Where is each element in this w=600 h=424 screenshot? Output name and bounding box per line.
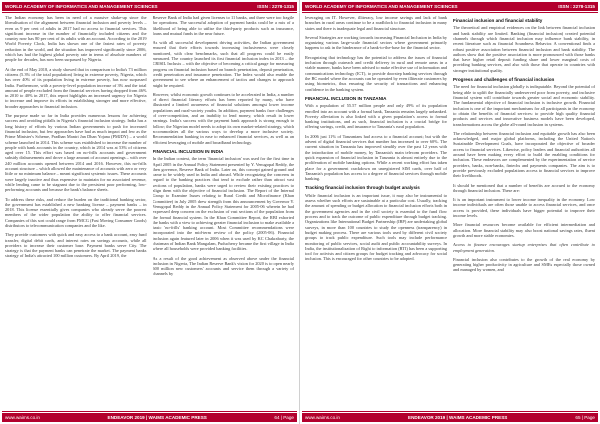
section-heading: FINANCIAL INCLUSION IN INDIA <box>152 148 224 154</box>
paragraph: To address these risks, and reduce the burden on the traditional banking sector, the government has established a new banking license – payment banks – in 2018. This license essentially gives companies who already serve the poorest members of the wider population the ability to offer financial services. Companies of this sort could range from FMCG (Fast Moving Consumer Goods) distributors to telecommunication companies and the like. <box>5 196 147 228</box>
paragraph: The purpose made so far in India provides numerous lessons for achieving success and avoiding pitfalls in Nigeria's financial inclusion strategy. India has a long history of efforts by various Indian governments to push for increased financial inclusion, but few approaches have had as much impact and few as the Prime Minister's Scheme, Pradhan Mantri Jan Dhan Yojana (PMJDY) – a world scheme launched in 2014. This scheme was established to increase the number of people with bank accounts in the country, which in 2014 was at 53% of citizens aged over 15. This effort was based on no-frills accounts and government subsidy disbursements and drove a large amount of account openings – with over 240 million accounts opened between 2014 and 2016. However, this no-frills account structure – which allowed the maintenance of accounts with zero or very little or no minimum balance – meant significant systemic issues. These accounts were largely inactive and thus expensive to maintain for no associated revenue, while lending came to be stagnant due to the persistent poor performing, low-performing accounts and because the bank's balance sheets. <box>5 113 147 193</box>
page-right <box>300 0 600 424</box>
header-rule <box>302 12 598 13</box>
paragraph: Financial inclusion also contributes to the growth of the real economy by generating higher productivity in agriculture and SMEs especially those owned and managed by women, and <box>453 256 595 273</box>
page-header <box>302 2 598 11</box>
section-heading: Tracking financial inclusion through budget analysis <box>305 185 420 191</box>
column-1 <box>305 15 447 409</box>
paragraph: leveraging on IT. However, illiteracy, low income savings and lack of bank branches in rural areas continue to be a roadblock to financial inclusion in many states and there is inadequate legal and financial structure. <box>305 15 447 31</box>
paragraph: Access to finance encourages startup enterprises that often contribute to employment generation. <box>453 242 595 253</box>
section-heading: Progress and challenges of financial inclusion <box>453 77 555 83</box>
column-1 <box>5 15 147 409</box>
paragraph: Recognizing that technology has the potential to address the issues of financial inclusion through outreach and credit delivery in rural and remote areas in a viable manner, banks have been advised to make effective use of information and communications technology (ICT), to provide doorstep banking services through the BC model where the accounts can be operated by even illiterate customers by using biometrics, thus ensuring the security of transactions and enhancing confidence in the banking system. <box>305 54 447 92</box>
section-heading: FINANCIAL INCLUSION IN TANZANIA <box>305 95 387 101</box>
paragraph: They provide customers with quick and easy access to a bank account, easy fund transfer, digital debit cards, and interest rates on savings accounts, while all providers to increase their customer base. Payment banks serve City. The strategy is that the payment banks can penetrate the market. The payment banks strategy of India's attracted 100 million customers. By April 2019, the <box>5 232 147 259</box>
footer-url[interactable]: www.waims.co.in <box>305 415 340 420</box>
column-2 <box>453 15 595 409</box>
footer-rule <box>2 411 297 412</box>
column-2 <box>153 15 295 409</box>
footer-issue: ENDEAVOR 2019 | WAIMS ACADEMIC PRESS <box>107 415 207 420</box>
paragraph: The theoretical and empirical evidences on the link between financial inclusion and bank stability are limited. Banking (financial inclusion) created potential channels through which financial inclusion may influence bank stability, in recent literature such as financial Soundness Behavior. A conventional finds a robust positive association between financial inclusion and bank stability. The authors show that the positive association is more pronounced with those banks that have higher retail deposit funding share and lower marginal costs of providing banking services, and also with those that operate in countries with stronger institutional quality. <box>453 25 595 73</box>
footer-issue: ENDEAVOR 2019 | WAIMS ACADEMIC PRESS <box>408 415 508 420</box>
journal-title: WORLD ACADEMY OF INFORMATICS AND MANAGEMENT SCIENCES <box>5 4 158 9</box>
paragraph: At the end of May 2018, a study showed that in comparison to India's 73 million citizens (5.3% of the total population) living in extreme poverty, Nigeria, which has over 40% of its population living in extreme poverty, has now surpassed India. Furthermore, with a poverty-level population increase of 3% and the total amount of people excluded from the financial services having dropped from 46% in 2010 to 40% in 2017, this report highlights an increased urgency for Nigeria to increase and improve its efforts in establishing stronger and more effective, broader approaches to financial inclusion. <box>5 66 147 109</box>
paragraph: It should be mentioned that a number of benefits are accrued to the economy through financial inclusion. These are: <box>453 182 595 193</box>
page-body <box>5 15 294 409</box>
paragraph: More financial resources become available for efficient intermediation and allocation. More financial stability may also boost national savings rates, fluent growth and more stable economies. <box>453 222 595 238</box>
paragraph: Several Strategies are working towards increasing Financial Inclusion in India by organizing various large-scale financial sectors where government primarily happens to ask in the hinderance of a bank-to-the-base for the financial sector. <box>305 34 447 51</box>
paragraph: The need for financial inclusion globally is indisputable. Beyond the potential of being able to uplift the financially underserved poor from poverty, and inclusive financial system will contribute towards greater social and economic stability. The fundamental objective of financial inclusion is inclusive growth. Financial inclusion is one of the important mechanisms for all participants in the economy to obtain the benefits of financial services: to provide high quality financial products and services and innovative business models have been developed, transformations across the globe all-round inclusion in systems. <box>453 84 595 127</box>
issn: ISSN : 2278-1315 <box>558 4 595 9</box>
footer-rule <box>302 411 598 412</box>
header-rule <box>2 12 297 13</box>
page-footer <box>302 413 598 422</box>
paragraph: In 2006 just 11% of Tanzanians had access to a financial account; but with the advent of digital financial services that number has increased to over 60%. The current situation in Tanzania has improved steadily over the past 12 years with the introduction of mobile money, by Tanzania's main telecom providers. The quick expansion of financial inclusion in Tanzania is almost entirely due to the proliferation of mobile banking options. While a recent working effort has taken place for a government crackdown on unregistered SIM cards, over half of Tanzania's population has access to a degree of financial services through mobile banking. <box>305 133 447 182</box>
paragraph: The relationship between financial inclusion and equitable growth has also been acknowledged, and major global platforms, including the United Nation's Sustainable Development Goals, have incorporated the objective of broader access to financial services. Likewise, policy leaders and financial authorities all around have been making every effort to build the enabling conditions for inclusion. These endeavors are complemented by the experimentation of service providers, banks, non-banks, fintechs and payments companies. The aim is to provide previously excluded populations access to financial services to improve their livelihoods. <box>453 130 595 179</box>
page-number: 64 | Page <box>274 415 294 420</box>
paragraph: Reserve Bank of India had given licenses to 11 banks, and three were too fragile for operations. The successful adoption of payment banks could be a mix of a likelihood of being able to utilise the third-party products such as insurance, loans and mutual funds in the near future. <box>152 15 294 36</box>
paragraph: It is an important instrument to lower income inequality in the economy. Low income individuals are often those unable to access financial services, and once access is provided, these individuals have bigger potential to improve their income levels. <box>453 197 595 219</box>
issn: ISSN : 2278-1315 <box>257 4 294 9</box>
page-header <box>2 2 297 11</box>
footer-url[interactable]: www.waims.co.in <box>5 415 40 420</box>
paragraph: In the Indian context, the term 'financial inclusion' was used for the first time in April 2005 in the Annual Policy Statement presented by Y. Venugopal Reddy, the then governor, Reserve Bank of India. Later on, this concept gained ground and came to be widely used in India and abroad. While recognizing the concerns in regard to the banking practices that tend to exclude rather than attract vast sections of population, banks were urged to review their existing practices to align them with the objective of financial inclusion. The Report of the Internal Group to Examine Issues relating to Rural Credit and Microfinance (Khan Committee) in July 2005 drew strength from this announcement by Governor Y. Venugopal Reddy in the Annual Policy Statement for 2005-06 wherein he had expressed deep concern on the exclusion of vast sections of the population from the formal financial system. In the Khan Committee Report, the RBI exhorted the banks with a view to achieving greater financial inclusion to make available a basic 'no-frills' banking account. Most Committee recommendations were incorporated into the mid-term review of the policy (2005-06). Financial inclusion again featured later in 2006 when it was used by KC Chakrabarty, the chairman of Indian Bank Mangalam, Puducherry became the first village in India where all households were provided banking facilities. <box>152 156 294 252</box>
paragraph: With a population of 55.57 million people and only 49% of its population enrolled into an account with a formal bank, Tanzania remains largely unbanked. Poverty alleviation is also linked with a given population's access to formal banking institutions, and as such, financial inclusion is a crucial bridge for offering savings, credit, and insurance to Tanzania's rural population. <box>305 103 447 130</box>
page-body <box>305 15 595 409</box>
paragraph: As a result of the good achievement as observed above under the financial inclusion in Nigeria, The Indian Reserve Bank's vision for 2020 is to open nearly 600 million new customers' accounts and service them through a variety of channels by <box>152 255 294 277</box>
paragraph: However, whilst economic growth continues to be accelerated in India, a number of direct financial literacy efforts has been reported by many, who have illustrated a limited awareness of financial solutions amongst lower income populations and rural-society youths. In addition, payment banks face challenges of over-competition, and an inability to lend money, which result in lower earnings. India's success with the payment bank approach is strong enough to follow; the Nigerian model needs to adopt its own market-related strategy, which accommodates all the various ways to develop a more inclusive society. Recommendation banking in ease to enhanced financial services, as well as an efficient leveraging of mobile and broadband technology. <box>152 91 294 145</box>
journal-title: WORLD ACADEMY OF INFORMATICS AND MANAGEMENT SCIENCES <box>305 4 458 9</box>
section-heading: Financial inclusion and financial stability <box>453 18 543 23</box>
page-number: 65 | Page <box>575 415 595 420</box>
page-footer <box>2 413 297 422</box>
paragraph: While financial inclusion is an important issue, it may also be instrumental to assess whether such efforts are sustainable at a particular cost. Usually, tracking the amount of spending or budget allocation to financial inclusion efforts both in the government agencies and in the civil society is essential to the fund flow process and to track the outcome of public expenditure through budget tracking. Organizations like International Budget Partnership (IBP) are undertaking global surveys, in more than 100 countries to study the openness (transparency) in budget making process. There are various tools used by different civil society groups to track public expenditure. Such tools may include performance monitoring of public services, social audit and public accountability surveys. In India, the institutionalization of Right to information (RTI) has been a supporting tool for activists and citizen groups for budget tracking and advocacy for social inclusion. This is encouraged for other countries to be adopted. <box>305 192 447 262</box>
paragraph: As with all successful development driving activities, the Indian government ensured that their efforts towards increasing inclusiveness were closely monitored, with clear benchmarks, such that all progress could be easily measured. The country launched its first financial inclusion index in 2013 – the CRISIL Inclusix – with the objective of becoming a critical gauge for measuring progress on financial inclusion based on branch penetration, deposit penetration, credit penetration and insurance penetration. The Index would also enable the government to see where an enhancement of tactics and changes to approach might be required. <box>152 40 294 88</box>
paragraph: The Indian economy has been in need of a massive shake-up since the liberalisation of the alignment between financial inclusion and poverty levels – even as 9 per cent of adults in 2017 had no access to financial services. This significant increase in the number of financially included citizens and the country now has 80 per cent of its adults with an account. According to the 2019 World Poverty Clock, India has shown one of the fastest rates of poverty reduction in the world, and the situation has improved significantly since 2006, which has had the highest global poverty rate in terms of absolute numbers of people for decades, has now been surpassed by Nigeria. <box>5 15 147 63</box>
